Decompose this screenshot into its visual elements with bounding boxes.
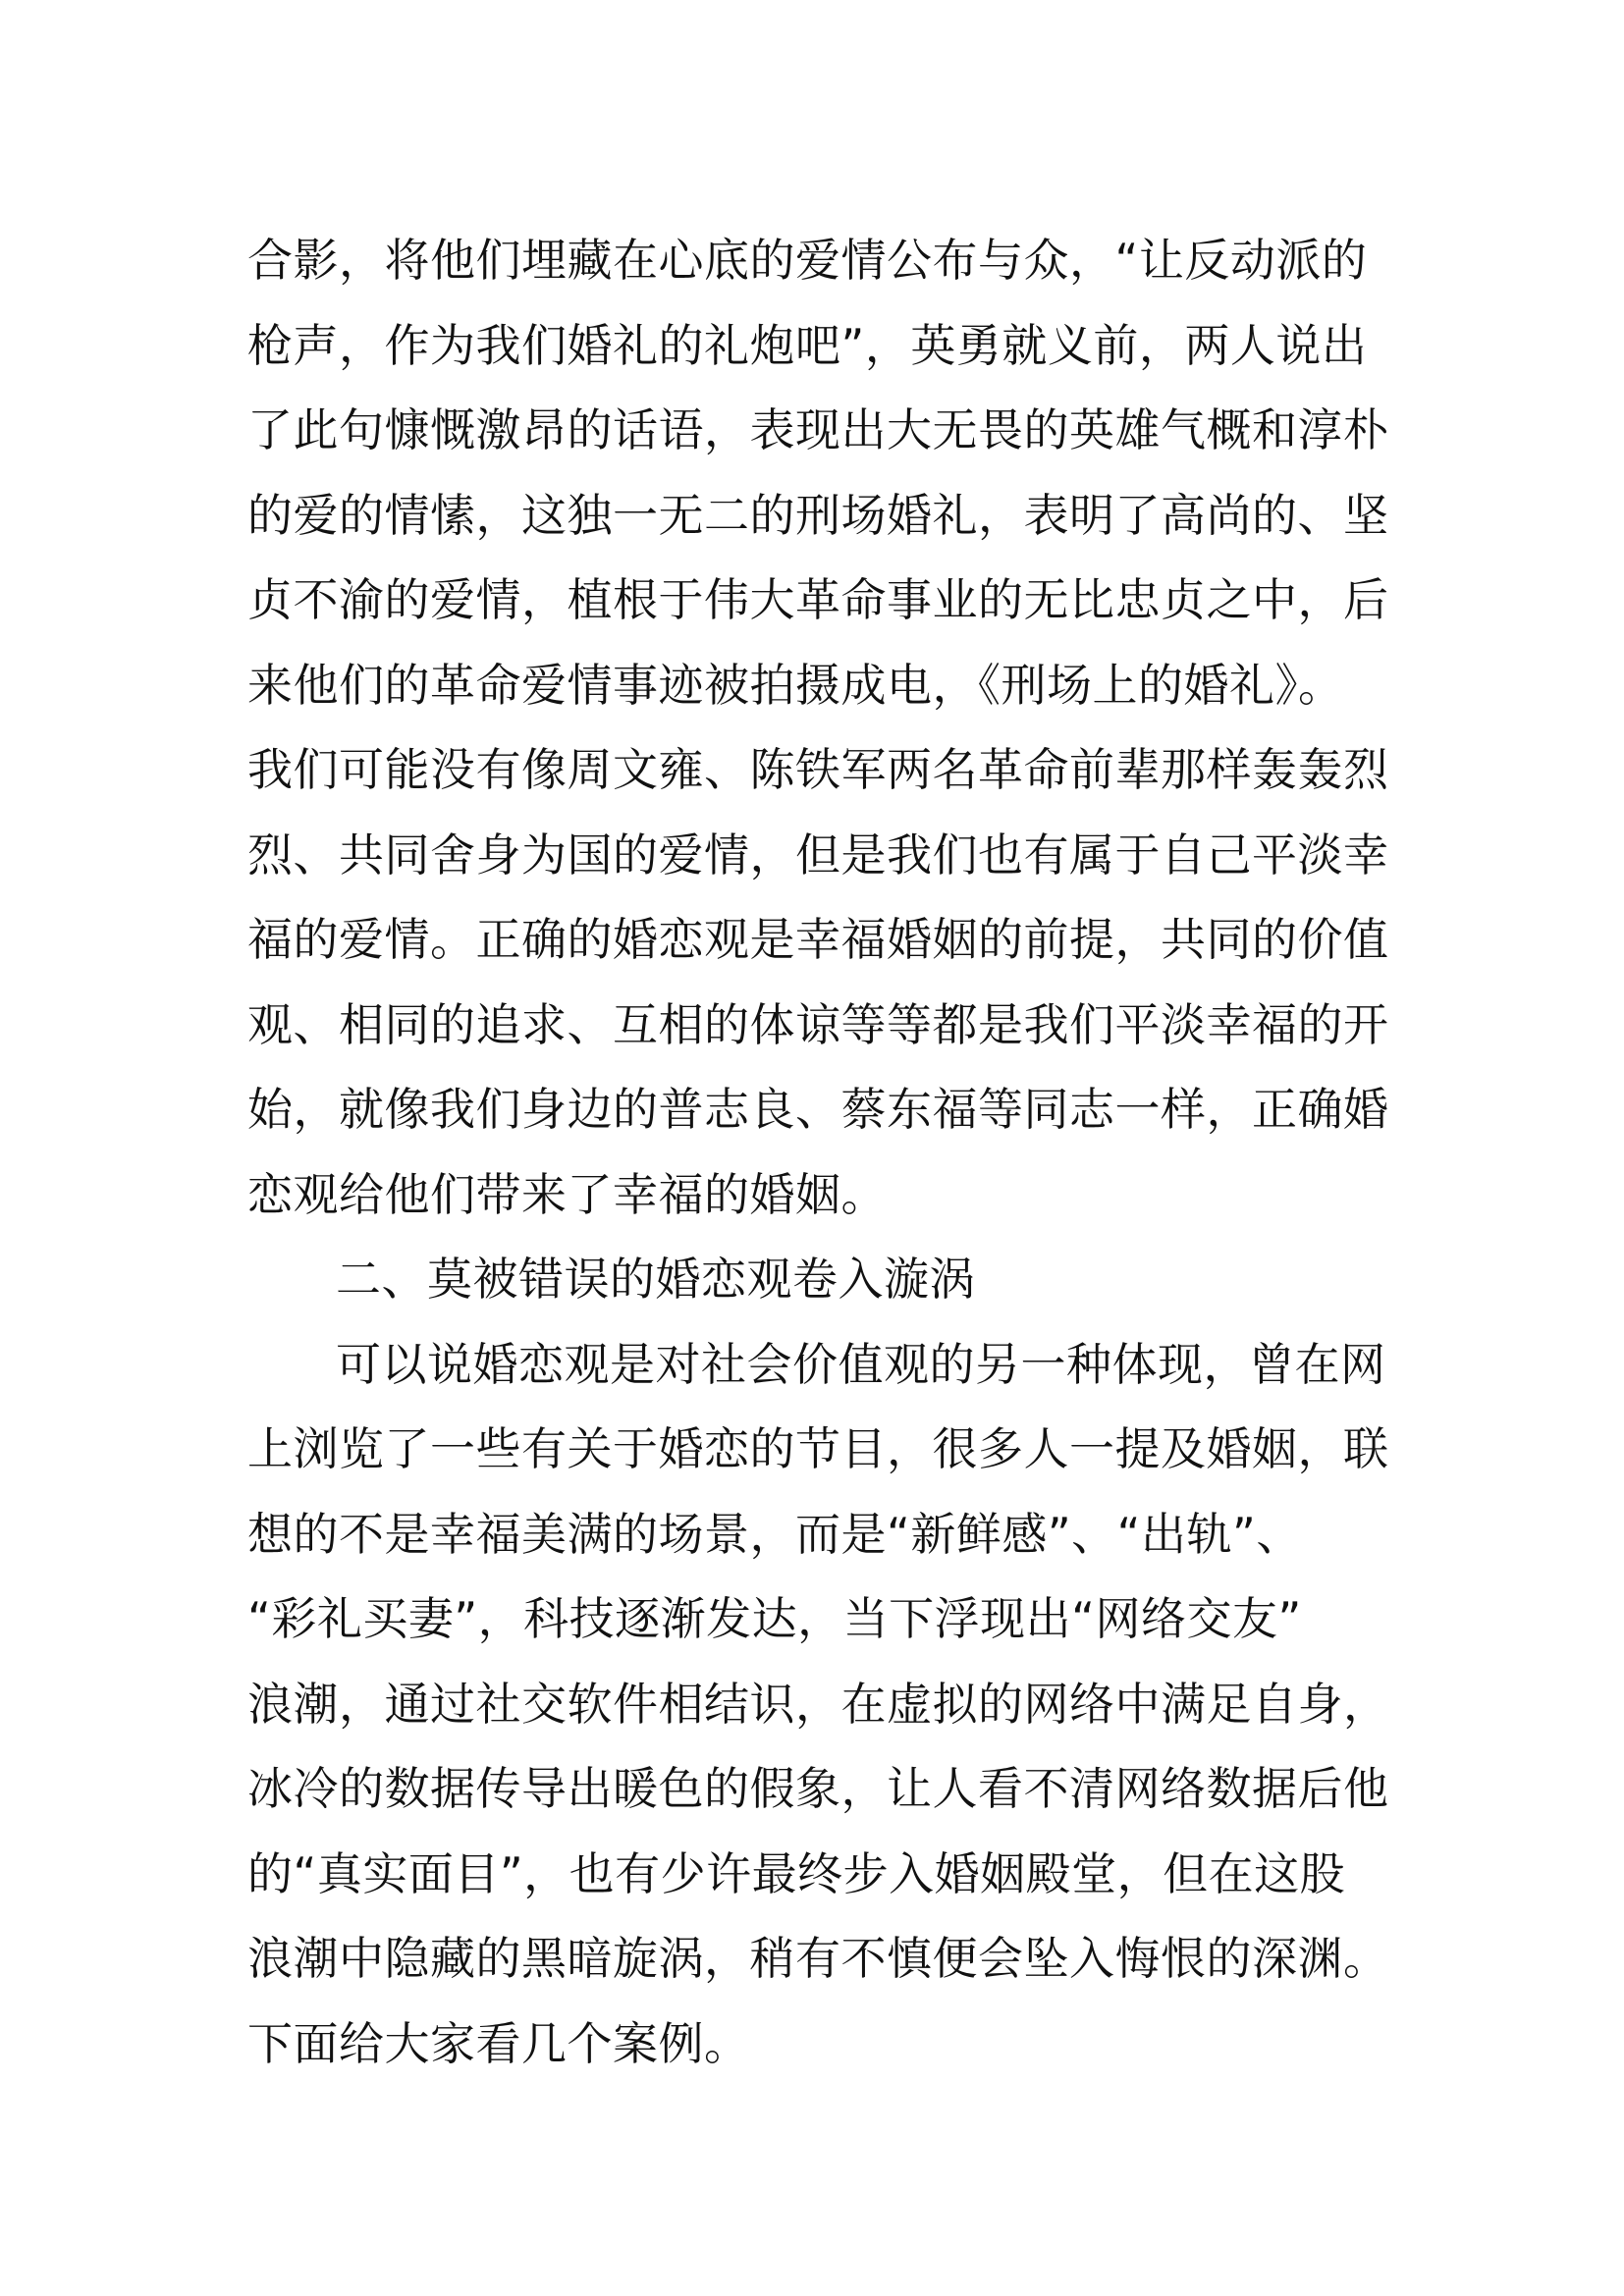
text-line: 浪潮中隐藏的黑暗旋涡，稍有不慎便会坠入悔恨的深渊。 bbox=[247, 1932, 1389, 1985]
text-line: 可以说婚恋观是对社会价值观的另一种体现，曾在网 bbox=[336, 1337, 1386, 1391]
text-line: 观、相同的追求、互相的体谅等等都是我们平淡幸福的开 bbox=[247, 997, 1389, 1051]
text-line: 枪声，作为我们婚礼的礼炮吧”，英勇就义前，两人说出 bbox=[247, 318, 1368, 372]
body-text bbox=[247, 218, 1389, 2086]
text-line: 上浏览了一些有关于婚恋的节目，很多人一提及婚姻，联 bbox=[247, 1422, 1389, 1475]
section-heading: 二、莫被错误的婚恋观卷入漩涡 bbox=[336, 1253, 975, 1306]
text-line: 冰冷的数据传导出暖色的假象，让人看不清网络数据后他 bbox=[247, 1762, 1389, 1815]
text-line: 贞不渝的爱情，植根于伟大革命事业的无比忠贞之中，后 bbox=[247, 573, 1389, 626]
text-line: 恋观给他们带来了幸福的婚姻。 bbox=[247, 1167, 887, 1221]
text-line: 福的爱情。正确的婚恋观是幸福婚姻的前提，共同的价值 bbox=[247, 913, 1389, 966]
text-line: 始，就像我们身边的普志良、蔡东福等同志一样，正确婚 bbox=[247, 1083, 1389, 1136]
text-line: 烈、共同舍身为国的爱情，但是我们也有属于自己平淡幸 bbox=[247, 828, 1389, 881]
text-line: 的“真实面目”，也有少许最终步入婚姻殿堂，但在这股 bbox=[247, 1846, 1346, 1900]
text-line: 来他们的革命爱情事迹被拍摄成电，《刑场上的婚礼》。 bbox=[247, 658, 1344, 712]
text-line: 下面给大家看几个案例。 bbox=[247, 2016, 750, 2070]
text-line: 合影，将他们埋藏在心底的爱情公布与众，“让反动派的 bbox=[247, 234, 1368, 287]
text-line: 了此句慷慨激昂的话语，表现出大无畏的英雄气概和淳朴 bbox=[247, 403, 1389, 456]
text-line: 想的不是幸福美满的场景，而是“新鲜感”、“出轨”、 bbox=[247, 1507, 1302, 1561]
text-line: “彩礼买妻”，科技逐渐发达，当下浮现出“网络交友” bbox=[247, 1592, 1302, 1645]
text-line: 浪潮，通过社交软件相结识，在虚拟的网络中满足自身， bbox=[247, 1677, 1389, 1731]
text-line: 我们可能没有像周文雍、陈铁军两名革命前辈那样轰轰烈 bbox=[247, 743, 1389, 796]
text-line: 的爱的情愫，这独一无二的刑场婚礼，表明了高尚的、坚 bbox=[247, 488, 1389, 542]
